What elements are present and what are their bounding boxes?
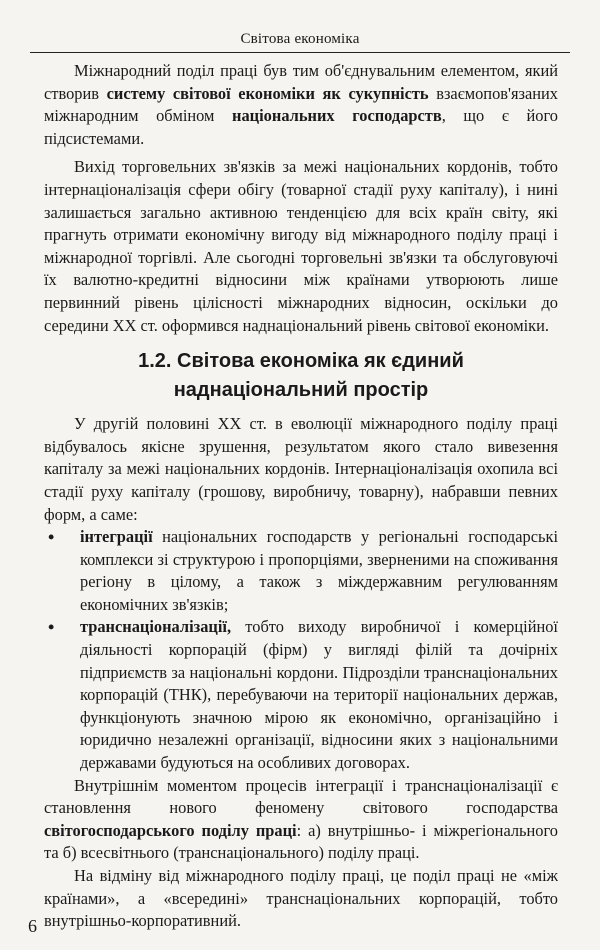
paragraph-text: взаємопов'язаних міжнародним обміном	[44, 83, 558, 126]
page-body	[44, 60, 558, 933]
list-item-transnationalization	[44, 616, 558, 774]
running-header	[30, 28, 570, 53]
list-item-integration	[44, 526, 558, 616]
bold-term-national-economies: національних господарств	[232, 106, 442, 126]
forms-list	[44, 526, 558, 775]
section-heading-line-2: наднаціональний простір	[173, 379, 429, 402]
bold-term-transnationalization: транснаціоналізації,	[80, 617, 232, 637]
list-item-text: національних господарств у регіональні господарські комплекси зі структурою і пропорціями, зверненими на споживання регіону в цілому, а також з міждержавним регулюванням економічних зв'язків;	[80, 527, 558, 614]
bold-term-integration: інтеграції	[80, 527, 153, 547]
section-heading-line-1: 1.2. Світова економіка як єдиний	[138, 350, 464, 373]
section-heading	[44, 347, 558, 405]
page-number: 6	[28, 916, 37, 936]
paragraph-intra-corporate: На відміну від міжнародного поділу праці, це поділ праці не «між країнами», а «всередині» транснаціональних корпорацій, тобто внутрішньо-корпоративний.	[44, 866, 558, 931]
paragraph-trade-internationalization: Вихід торговельних зв'язків за межі національних кордонів, тобто інтернаціоналізація сфери обігу (товарної стадії руху капіталу), і нині залишається загально активною тенденцією для всіх країн світу, які прагнуть отримати економічну вигоду від міжнародного поділу праці і міжнародної торгівлі. Але сьогодні торговельні зв'язки та обслуговуючі їх валютно-кредитні відносини між країнами утворюють лише первинний рівень цілісності міжнародних відносин, оскільки до середини XX ст. оформився наднаціональний рівень світової економіки.	[44, 157, 558, 335]
bold-term-world-division-of-labour: світогосподарського поділу праці	[44, 820, 297, 840]
bold-term-world-economy-system: систему світової економіки як сукупність	[106, 83, 429, 103]
bullet-icon: •	[48, 617, 55, 638]
paragraph-text: Внутрішнім моментом процесів інтеграції і транснаціоналізації є становлення нового феномену світового господарства	[44, 775, 558, 818]
running-title: Світова економіка	[240, 31, 360, 47]
bullet-icon: •	[48, 527, 55, 548]
paragraph-world-division-of-labour	[44, 775, 558, 865]
paragraph-world-economy-system	[44, 60, 558, 150]
paragraph-text: : а) внутрішньо- і міжрегіонального та б) всесвітнього (транснаціонального) поділу праці.	[44, 820, 558, 863]
paragraph-text: , що є його підсистемами.	[44, 106, 558, 148]
paragraph-text: Міжнародний поділ праці був тим об'єднувальним елементом, який створив	[44, 61, 558, 103]
list-item-text: тобто виходу виробничої і комерційної діяльності корпорацій (фірм) у вигляді філій та дочірніх підприємств за національні кордони. Підрозділи транснаціональних корпорацій (ТНК), перебуваючи на території національних держав, функціонують значною мірою як економічно, організаційно і юридично незалежні організації, відносини яких з національними державами будуються на особливих договорах.	[80, 617, 558, 773]
paragraph-capital-export: У другій половині XX ст. в еволюції міжнародного поділу праці відбувалось якісне зрушення, результатом якого стало вивезення капіталу за межі національних кордонів. Інтернаціоналізація охопила всі стадії руху капіталу (грошову, виробничу, товарну), набравши певних форм, а саме:	[44, 414, 558, 524]
